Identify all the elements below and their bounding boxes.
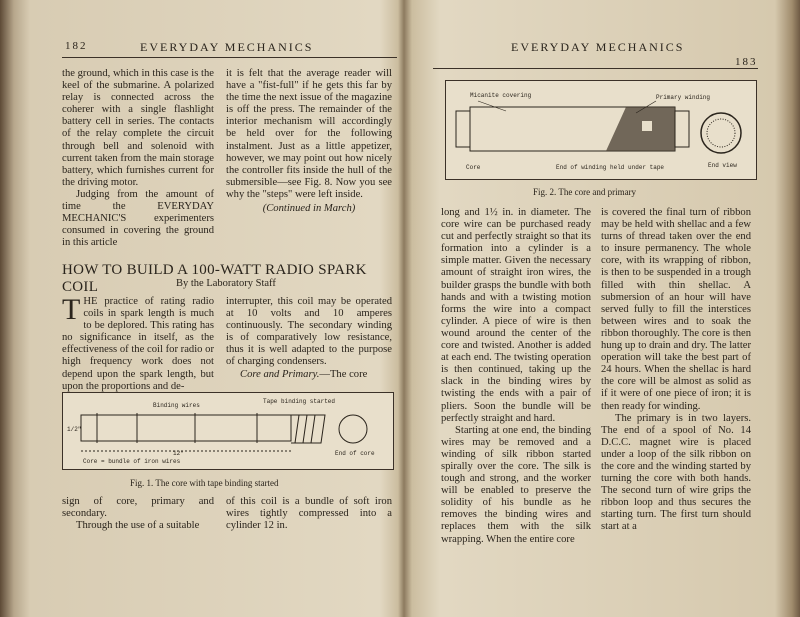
fig1-label-length: 12" — [173, 450, 184, 457]
figure-1-caption: Fig. 1. The core with tape binding started — [130, 478, 279, 488]
left-col1-top — [62, 68, 214, 249]
fig2-label-core: Core — [466, 164, 481, 171]
figure-2-caption: Fig. 2. The core and primary — [533, 187, 637, 197]
paragraph: the ground, which in this case is the keel of the submarine. A polarized relay is connected across the coherer with a single flashlight battery cell in series. The contacts of the relay complete the circuit through bell and solenoid with current taken from the main storage battery, which furnishes current for the driving motor. — [62, 68, 214, 188]
fig1-label-dia: 1/2" — [67, 426, 82, 433]
drop-cap: T — [62, 293, 81, 326]
paragraph: interrupter, this coil may be operated at 10 volts and 10 amperes continuously. The secondary winding is of comparatively low resistance, thus it is well adapted to the purpose of charging condensers. — [226, 296, 392, 368]
paragraph: Judging from the amount of time the EVERYDAY MECHANIC'S experimenters consumed in covering the ground in this article — [62, 188, 214, 249]
header-rule — [62, 57, 397, 58]
paragraph: of this coil is a bundle of soft iron wires tightly compressed into a cylinder 12 in. — [226, 496, 392, 532]
left-col1-bottom — [62, 496, 214, 532]
article-title: HOW TO BUILD A 100-WATT RADIO SPARK COIL — [62, 262, 367, 295]
fig2-label-end-view: End view — [708, 162, 737, 169]
figure-1-drawing — [63, 393, 393, 469]
right-page — [423, 0, 768, 617]
left-col2-top — [226, 68, 392, 215]
fig2-label-primary: Primary winding — [656, 94, 711, 101]
byline: By the Laboratory Staff — [176, 278, 276, 289]
subhead-rest: —The core — [319, 368, 368, 380]
paragraph: it is felt that the average reader will have a "fist-full" if he gets this far by the time the next issue of the magazine is off the press. The remainder of the interior mechanism will accordingly be held over for the following instalment. Just as a little appetizer, however, we may point out how nicely the controller fits inside the hull of the submersible—see Fig. 8. Now you see why the "steps" were left inside. — [226, 68, 392, 200]
left-running-head: EVERYDAY MECHANICS — [140, 40, 314, 54]
fig2-label-end-winding: End of winding held under tape — [556, 164, 665, 171]
fig1-label-core: Core = bundle of iron wires — [83, 458, 181, 465]
subhead: Core and Primary. — [240, 368, 320, 380]
continued-note: (Continued in March) — [262, 203, 356, 215]
left-page — [40, 0, 392, 617]
paragraph: Through the use of a suitable — [76, 520, 200, 532]
article-col2 — [226, 296, 392, 381]
right-running-head: EVERYDAY MECHANICS — [511, 40, 685, 54]
paragraph: The primary is in two layers. The end of a spool of No. 14 D.C.C. magnet wire is placed under a loop of the silk ribbon on the core and the winding started by turning the core with both hands. The second turn of wire grips the ribbon loop and thus secures the starting turn. The first turn should start at a — [601, 412, 751, 533]
fig2-label-micanite: Micanite covering — [470, 92, 532, 99]
article-col1 — [62, 293, 214, 393]
fig1-label-tape: Tape binding started — [263, 398, 336, 405]
figure-2-drawing — [446, 81, 756, 179]
left-col2-bottom — [226, 496, 392, 532]
paragraph: HE practice of rating radio coils in spark length is much to be deplored. This rating has no significance in itself, as the effectiveness of the coil for radio or high frequency work does not depend upon the spark length, but upon the proportions and de- — [62, 296, 214, 392]
paragraph: sign of core, primary and secondary. — [62, 496, 214, 520]
left-page-number: 182 — [65, 40, 88, 52]
paragraph: long and 1½ in. in diameter. The core wire can be purchased ready cut and perfectly straight so that its formation into a cylinder is a simple matter. Given the necessary amount of straight iron wires, the builder grasps the bundle with both hands and with a twisting motion forms the wire into a compact cylinder. A piece of wire is then wound around the center of the core and twisted. Another is added at each end. The twisting operation is then continued, taking up the slack in the binding wires by twisting the ends with a pair of pliers. Soon the bundle will be perfectly straight and hard. — [441, 207, 591, 424]
right-col2 — [601, 207, 751, 534]
figure-2 — [445, 80, 757, 180]
paragraph: Starting at one end, the binding wires may be removed and a winding of silk ribbon started spirally over the core. The silk is tough and strong, and the worker will be enabled to preserve the solidity of his bundle as he removes the binding wires and replaces them with the silk wrapping. When the entire core — [441, 424, 591, 545]
header-rule — [433, 68, 758, 69]
fig1-label-binding: Binding wires — [153, 402, 200, 409]
right-page-number: 183 — [735, 56, 758, 68]
fig1-label-end: End of core — [335, 450, 375, 457]
paragraph: is covered the final turn of ribbon may be held with shellac and a few turns of thread taken over the end to insure permanency. The whole core, with its wrapping of ribbon, is then to be suspended in a trough filled with thin shellac. A submersion of an hour will have served fully to fill the interstices between wires and to soak the ribbon thoroughly. The core is then hung up to drain and dry. The latter operation will take the best part of 24 hours. When the shellac is hard the core will be almost as solid as if it were of one piece of iron; it is then ready for winding. — [601, 207, 751, 412]
right-col1 — [441, 207, 591, 546]
figure-1 — [62, 392, 394, 470]
